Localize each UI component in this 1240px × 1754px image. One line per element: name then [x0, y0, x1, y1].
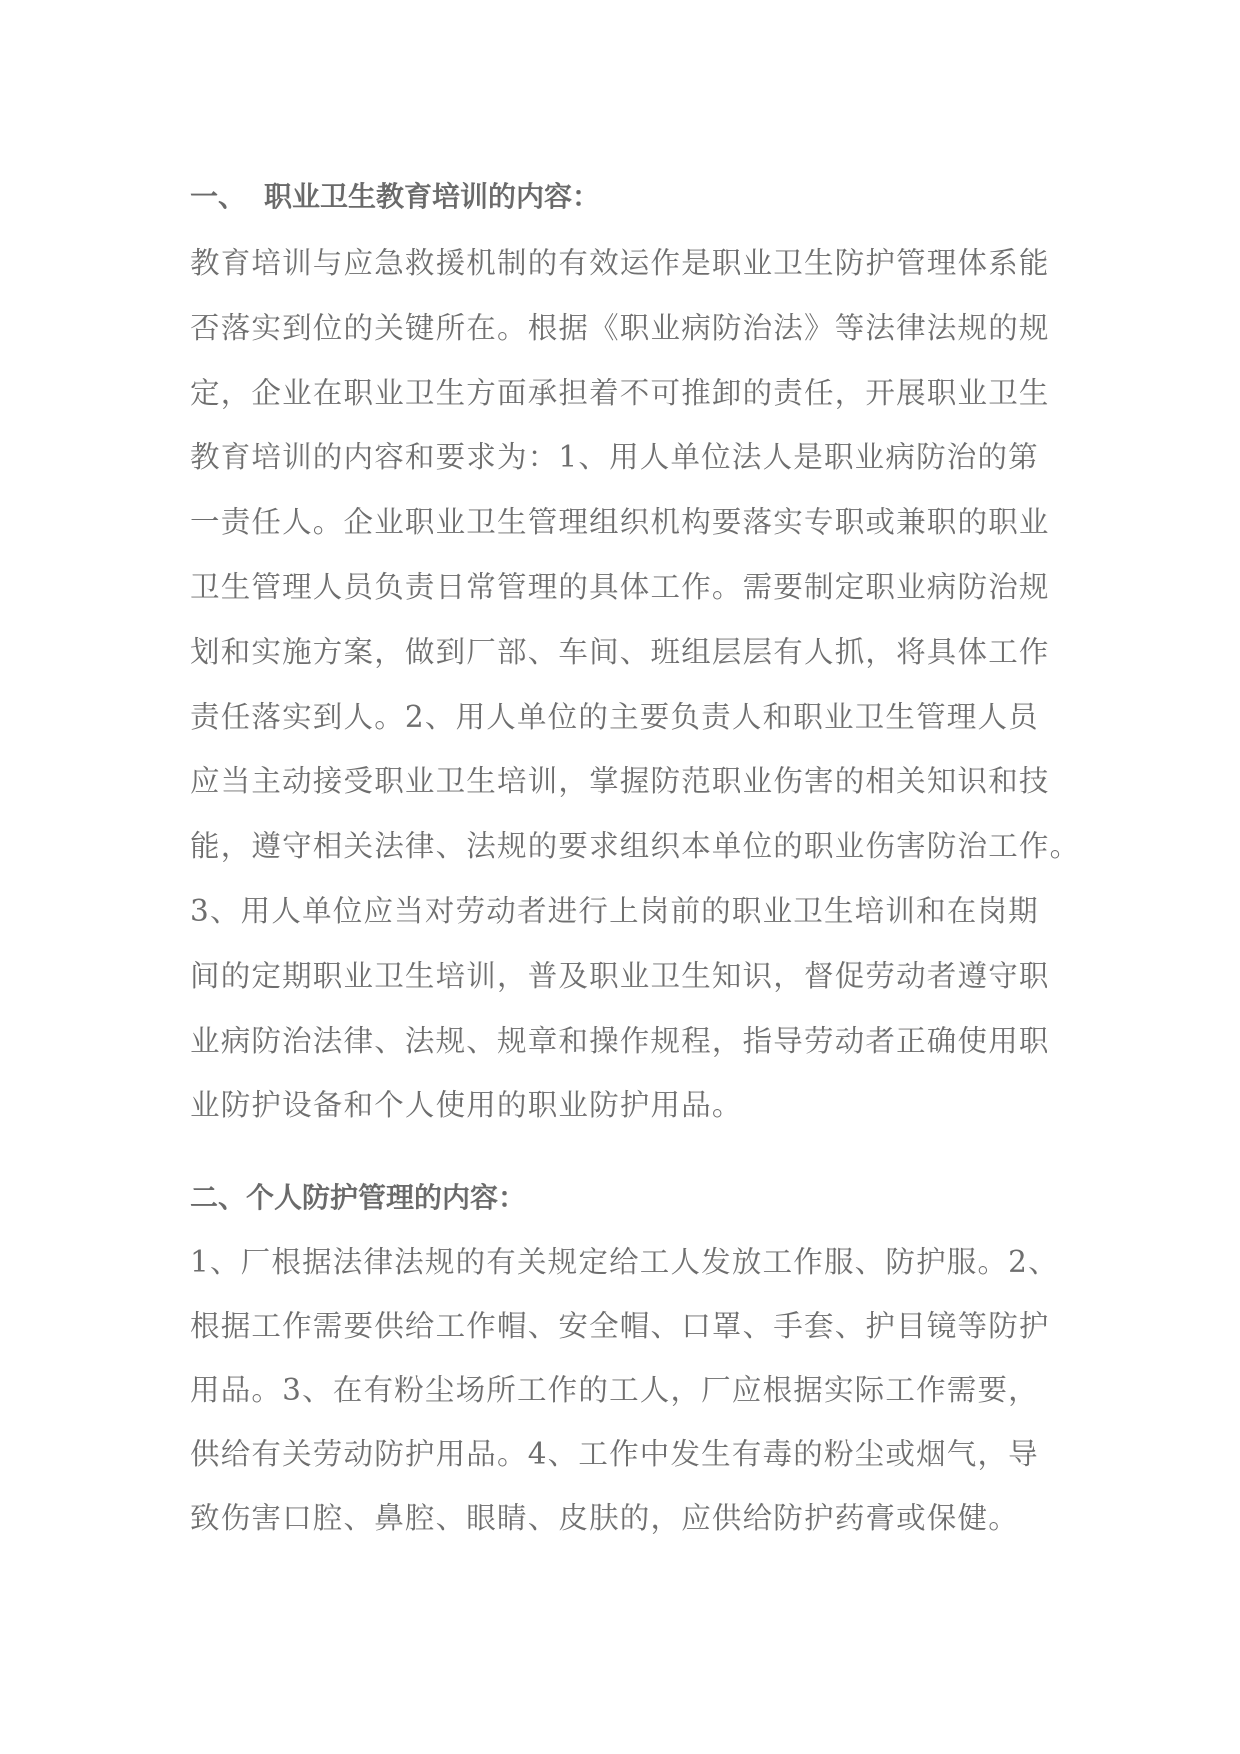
paragraph-line: 业防护设备和个人使用的职业防护用品。 — [190, 1088, 743, 1123]
paragraph-line: 能，遵守相关法律、法规的要求组织本单位的职业伤害防治工作。 — [190, 829, 1081, 864]
paragraph-line: 否落实到位的关键所在。根据《职业病防治法》等法律法规的规 — [190, 310, 1050, 345]
paragraph-line: 用品。3、在有粉尘场所工作的工人，厂应根据实际工作需要， — [190, 1373, 1039, 1407]
section-1-title: 职业卫生教育培训的内容： — [264, 180, 601, 213]
paragraph-line: 业病防治法律、法规、规章和操作规程，指导劳动者正确使用职 — [190, 1023, 1050, 1058]
paragraph-line: 供给有关劳动防护用品。4、工作中发生有毒的粉尘或烟气，导 — [190, 1437, 1039, 1471]
paragraph-line: 教育培训与应急救援机制的有效运作是职业卫生防护管理体系能 — [190, 246, 1050, 280]
paragraph-line: 教育培训的内容和要求为：1、用人单位法人是职业病防治的第 — [190, 440, 1039, 475]
paragraph-line: 1、厂根据法律法规的有关规定给工人发放工作服、防护服。2、 — [190, 1245, 1059, 1279]
paragraph-line: 定，企业在职业卫生方面承担着不可推卸的责任，开展职业卫生 — [190, 375, 1050, 410]
paragraph-line: 根据工作需要供给工作帽、安全帽、口罩、手套、护目镜等防护 — [190, 1309, 1050, 1343]
paragraph-line: 一责任人。企业职业卫生管理组织机构要落实专职或兼职的职业 — [190, 505, 1050, 540]
section-2-body — [190, 1230, 1059, 1550]
section-1-body — [190, 231, 1080, 1138]
paragraph-line: 应当主动接受职业卫生培训，掌握防范职业伤害的相关知识和技 — [190, 764, 1050, 799]
paragraph-line: 划和实施方案，做到厂部、车间、班组层层有人抓，将具体工作 — [190, 634, 1050, 669]
paragraph-line: 3、用人单位应当对劳动者进行上岗前的职业卫生培训和在岗期 — [190, 893, 1039, 928]
section-2-heading: 二、个人防护管理的内容： — [190, 1181, 527, 1214]
paragraph-line: 间的定期职业卫生培训，普及职业卫生知识，督促劳动者遵守职 — [190, 958, 1050, 993]
paragraph-line: 致伤害口腔、鼻腔、眼睛、皮肤的，应供给防护药膏或保健。 — [190, 1501, 1019, 1535]
section-1-heading — [190, 177, 600, 217]
section-1-number: 一、 — [190, 180, 247, 213]
paragraph-line: 卫生管理人员负责日常管理的具体工作。需要制定职业病防治规 — [190, 569, 1050, 604]
paragraph-line: 责任落实到人。2、用人单位的主要负责人和职业卫生管理人员 — [190, 699, 1039, 734]
